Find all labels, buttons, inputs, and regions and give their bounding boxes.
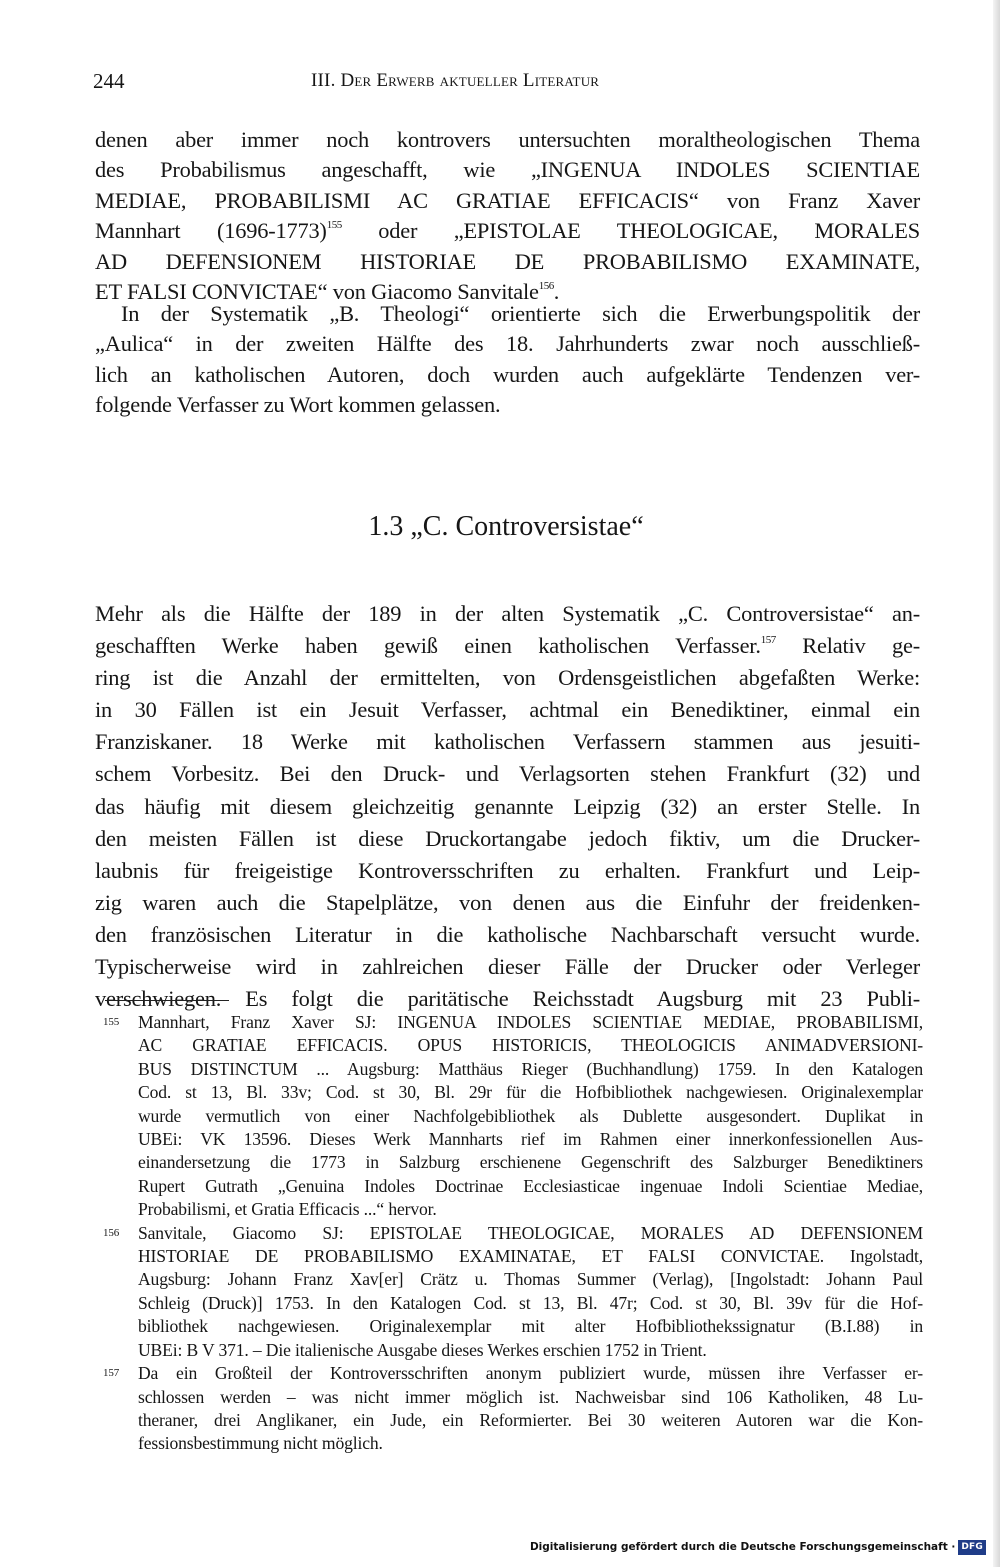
text-line: MEDIAE, PROBABILISMI AC GRATIAE EFFICACIS“ von Franz Xaver [95,187,920,213]
text-line: verschwiegen. Es folgt die paritätische Reichsstadt Augsburg mit 23 Publi- [95,986,920,1012]
footnote-number: 155 [103,1016,120,1028]
footnote-line: Mannhart, Franz Xaver SJ: INGENUA INDOLES SCIENTIAE MEDIAE, PROBABILISMI, [138,1012,923,1032]
chapter-title: III. Der Erwerb aktueller Literatur [311,70,600,91]
text-line: AD DEFENSIONEM HISTORIAE DE PROBABILISMO EXAMINATE, [95,248,920,274]
running-head [93,66,923,98]
text-fragment: Relativ ge- [775,633,920,659]
footnote-number: 157 [103,1367,120,1380]
text-line: des Probabilismus angeschafft, wie „INGENUA INDOLES SCIENTIAE [95,157,920,183]
footnote-156 [103,1222,923,1362]
text-line [95,630,920,662]
footnote-line: einandersetzung die 1773 in Salzburg erschienene Gegenschrift des Salzburger Benediktiners [138,1152,923,1173]
section-heading: 1.3 „C. Controversistae“ [368,511,644,542]
footnote-line: Rupert Gutrath „Genuina Indoles Doctrinae Ecclesiasticae ingenuae Indoli Scientiae Mediae, [138,1175,923,1196]
footnote-155 [103,1011,923,1222]
footnote-line: schlossen werden – was nicht immer möglich ist. Nachweisbar sind 106 Katholiken, 48 Lu- [138,1386,923,1407]
text-line: denen aber immer noch kontrovers untersuchten moraltheologischen Thema [95,127,920,152]
funding-notice-text: Digitalisierung gefördert durch die Deutsche Forschungsgemeinschaft · [529,1541,956,1553]
text-fragment: . [553,279,560,305]
footnote-line: Da ein Großteil der Kontroversschriften anonym publiziert wurde, müssen ihre Verfasser er- [138,1363,923,1384]
footnote-line: AC GRATIAE EFFICACIS. OPUS HISTORICIS, THEOLOGICIS ANIMADVERSIONI- [138,1035,923,1056]
footnote-line: Cod. st 13, Bl. 33v; Cod. st 30, Bl. 29r für die Hofbibliothek nachgewiesen. Originalexemplar [138,1082,923,1103]
footnote-line: Augsburg: Johann Franz Xav[er] Crätz u. Thomas Summer (Verlag), [Ingolstadt: Johann Paul [138,1269,923,1290]
footnote-line: theraner, drei Anglikaner, ein Jude, ein Reformierter. Bei 30 weiteren Autoren war die Kon- [138,1409,923,1430]
text-line: den französischen Literatur in die katholische Nachbarschaft versucht wurde. [95,921,920,947]
digitization-notice [530,1537,986,1557]
text-fragment: ET FALSI CONVICTAE“ von Giacomo Sanvitale [95,279,539,305]
footnote-number: 156 [103,1226,120,1239]
text-line: Typischerweise wird in zahlreichen dieser Fälle der Drucker oder Verleger [95,954,920,980]
footnote-separator [105,1000,229,1001]
footnote-line: BUS DISTINCTUM ... Augsburg: Matthäus Rieger (Buchhandlung) 1759. In den Katalogen [138,1058,923,1079]
dfg-logo: DFG [958,1540,986,1555]
text-fragment: oder „EPISTOLAE THEOLOGICAE, MORALES [341,218,921,244]
text-line: schem Vorbesitz. Bei den Druck- und Verlagsorten stehen Frankfurt (32) und [95,761,920,787]
footnote-line: wurde vermutlich von einer Nachfolgebibliothek als Dublette ausgesondert. Duplikat in [138,1105,923,1126]
text-line [95,216,920,246]
page-number: 244 [93,69,125,93]
footnote-reference-155: 155 [326,219,342,232]
footnote-line: fessionsbestimmung nicht möglich. [138,1433,383,1454]
footnote-157 [103,1362,923,1456]
text-line: in 30 Fällen ist ein Jesuit Verfasser, achtmal ein Benediktiner, einmal ein [95,697,920,723]
text-line: folgende Verfasser zu Wort kommen gelassen. [95,392,501,418]
footnotes [103,1011,923,1456]
text-line: Franziskaner. 18 Werke mit katholischen Verfassern stammen aus jesuiti- [95,729,920,755]
text-line: zig waren auch die Stapelplätze, von denen aus die Einfuhr der freidenken- [95,889,920,915]
text-line: laubnis für freigeistige Kontroversschriften zu erhalten. Frankfurt und Leip- [95,857,920,883]
paragraph-theologi [95,299,920,421]
footnote-line: Sanvitale, Giacomo SJ: EPISTOLAE THEOLOGICAE, MORALES AD DEFENSIONEM [138,1222,923,1243]
text-line: ring ist die Anzahl der ermittelten, von Ordensgeistlichen abgefaßten Werke: [95,665,920,691]
text-fragment: Mannhart (1696-1773) [95,218,327,244]
footnote-line: Probabilismi, et Gratia Efficacis ...“ hervor. [138,1199,437,1220]
footnote-line: Schleig (Druck)] 1753. In den Katalogen Cod. st 13, Bl. 47r; Cod. st 30, Bl. 39v für die Hof- [138,1292,923,1313]
text-line: In der Systematik „B. Theologi“ orientierte sich die Erwerbungspolitik der [121,301,920,326]
text-line: lich an katholischen Autoren, doch wurden auch aufgeklärte Tendenzen ver- [95,361,920,387]
text-line: das häufig mit diesem gleichzeitig genannte Leipzig (32) an erster Stelle. In [95,793,920,819]
footnote-line: bibliothek nachgewiesen. Originalexemplar mit alter Hofbibliothekssignatur (B.I.88) in [138,1316,923,1337]
footnote-line: UBEi: B V 371. – Die italienische Ausgabe dieses Werkes erschien 1752 in Trient. [138,1339,707,1360]
footnote-reference-156: 156 [538,280,554,293]
text-line: den meisten Fällen ist diese Druckortangabe jedoch fiktiv, um die Drucker- [95,825,920,851]
page-edge-shadow [993,0,1000,1567]
text-fragment: geschafften Werke haben gewiß einen katholischen Verfasser. [95,633,761,659]
footnote-reference-157: 157 [760,634,776,647]
text-line: Mehr als die Hälfte der 189 in der alten Systematik „C. Controversistae“ an- [95,601,920,626]
footnote-line: UBEi: VK 13596. Dieses Werk Mannharts rief im Rahmen einer innerkonfessionellen Aus- [138,1129,923,1150]
paragraph-controversistae [95,598,920,1015]
footnote-line: HISTORIAE DE PROBABILISMO EXAMINATAE, ET FALSI CONVICTAE. Ingolstadt, [138,1246,923,1267]
text-line: „Aulica“ in der zweiten Hälfte des 18. Jahrhunderts zwar noch ausschließ- [95,331,920,357]
paragraph-probabilismus [95,125,920,307]
